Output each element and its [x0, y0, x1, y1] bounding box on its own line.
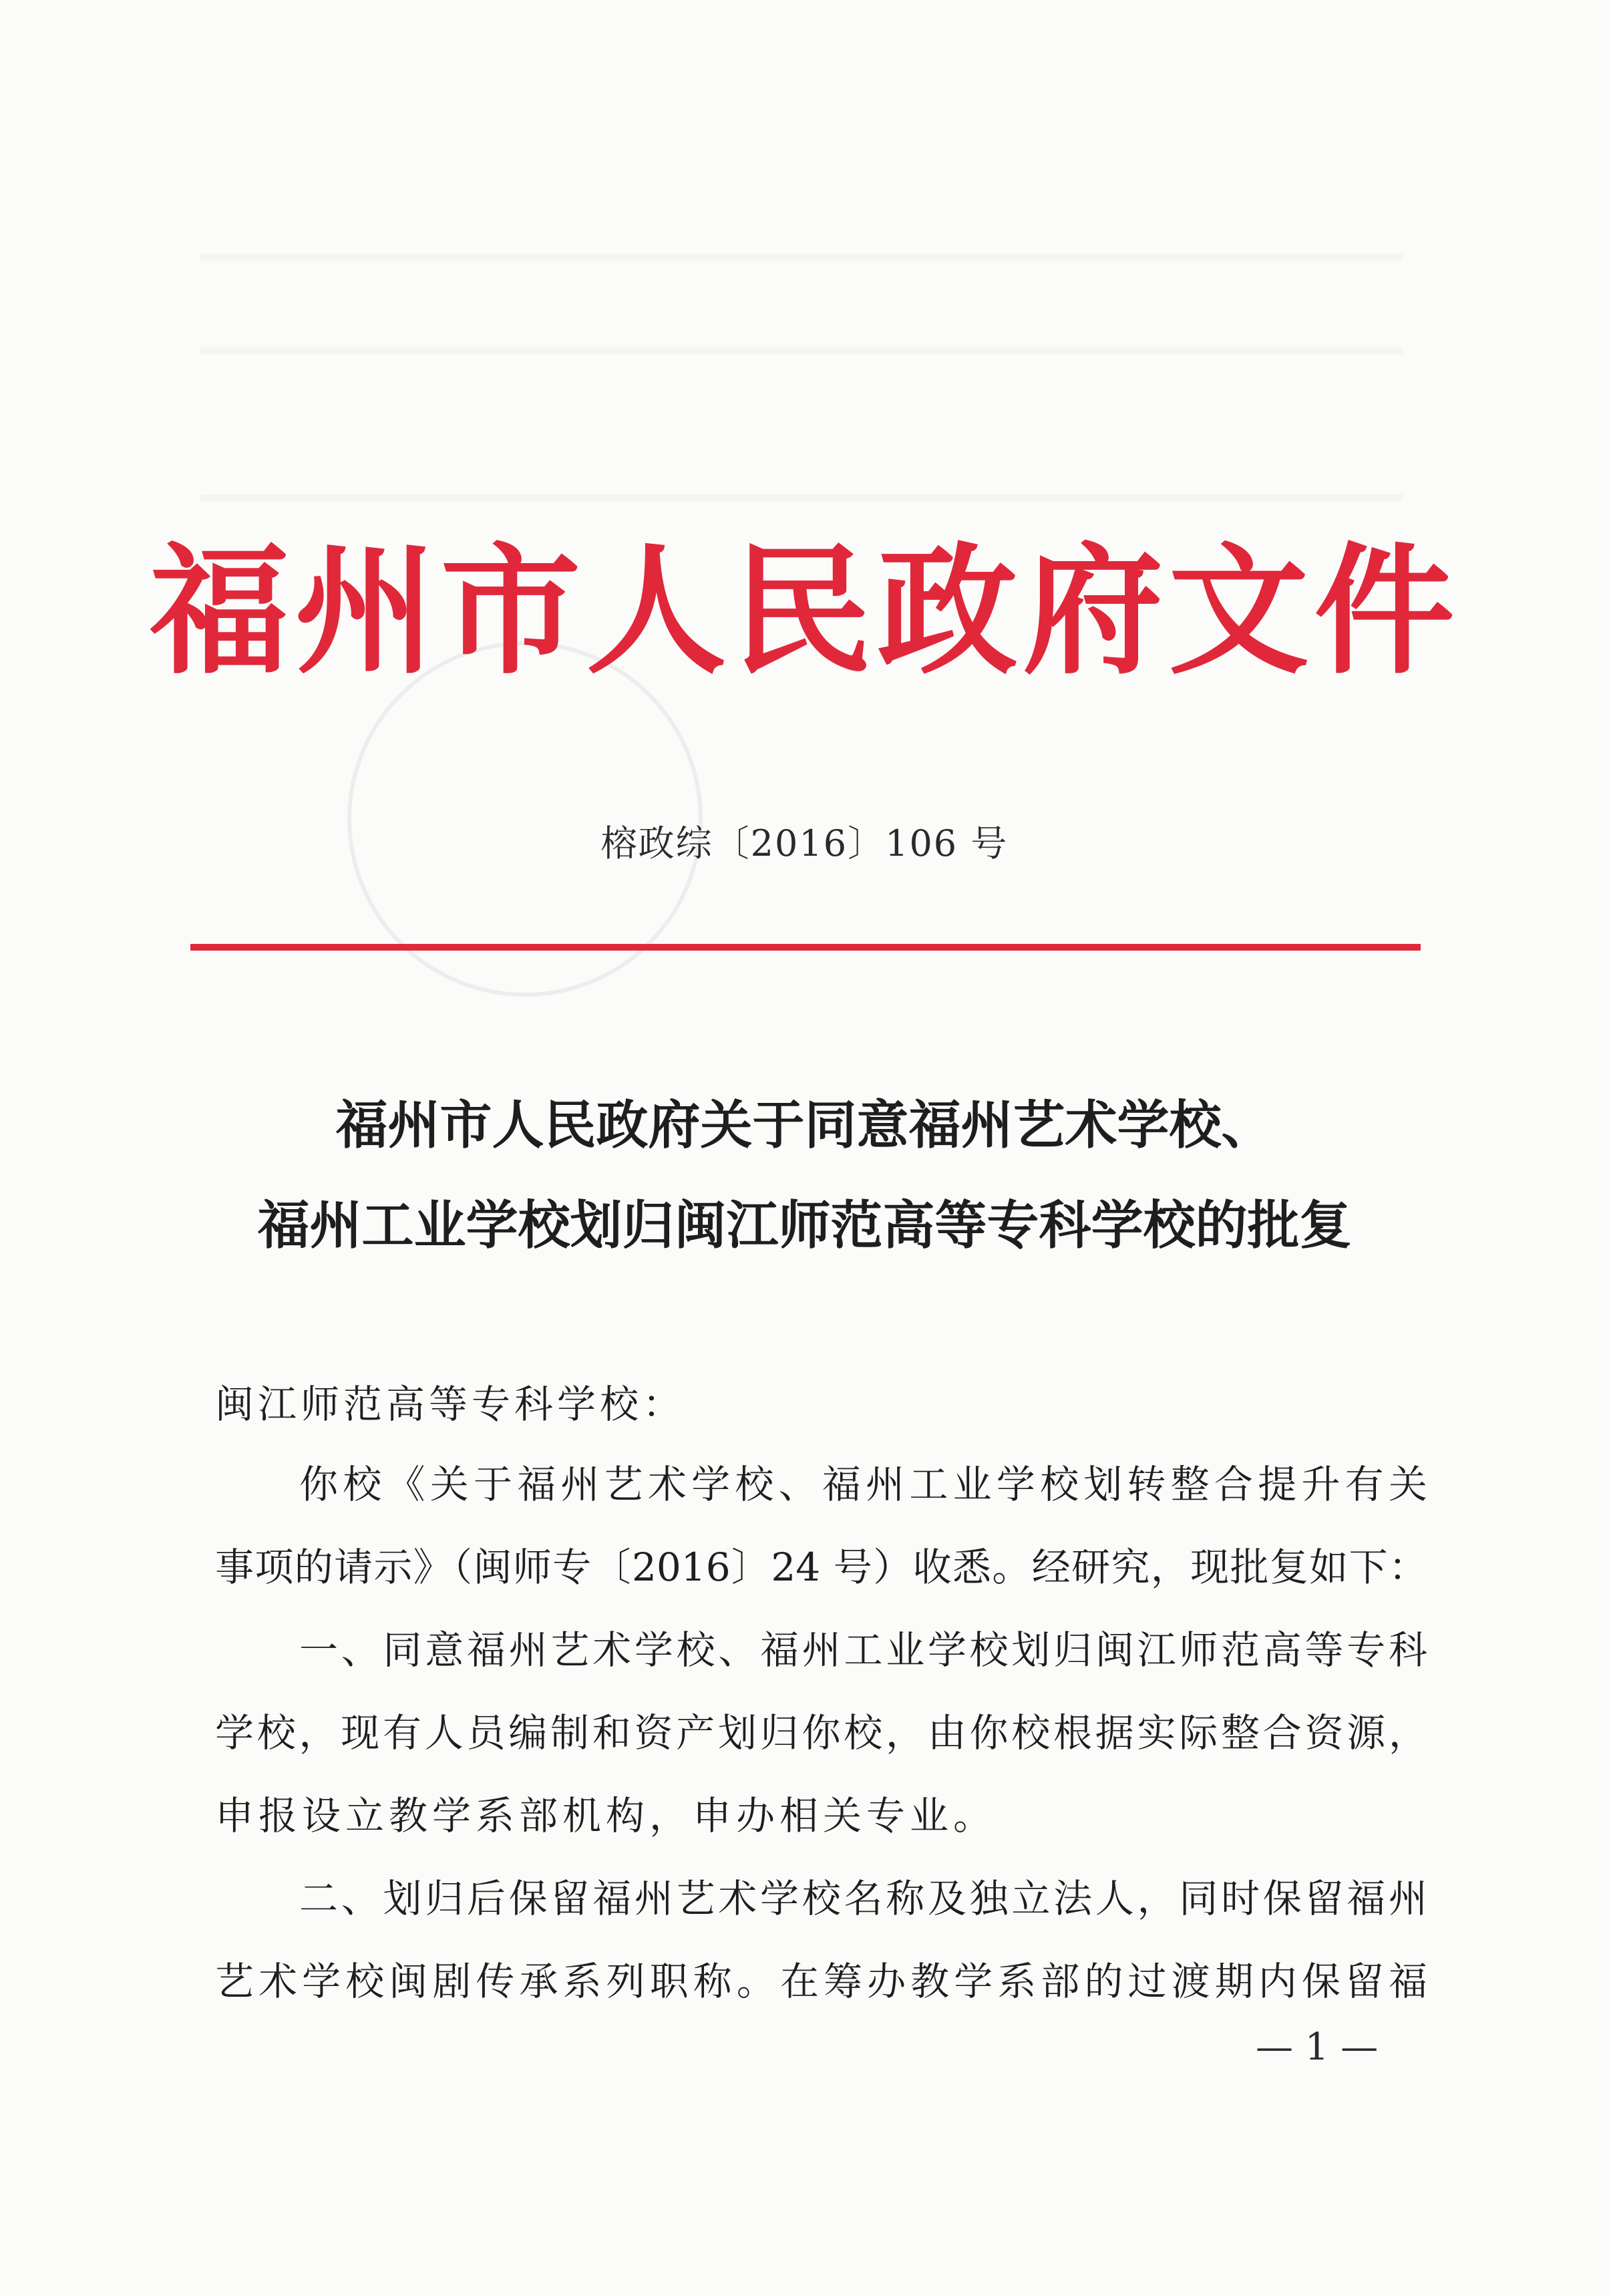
- document-header-title: 福州市人民政府文件: [149, 528, 1460, 693]
- bleed-through-line: [200, 254, 1403, 261]
- body-line: 学校，现有人员编制和资产划归你校，由你校根据实际整合资源，: [215, 1710, 1427, 1756]
- body-line: 一、同意福州艺术学校、福州工业学校划归闽江师范高等专科: [299, 1627, 1427, 1673]
- subject-line: 福州市人民政府关于同意福州艺术学校、: [335, 1095, 1274, 1156]
- document-subject: [0, 1076, 1609, 1276]
- addressee: 闽江师范高等专科学校：: [215, 1381, 686, 1427]
- bleed-through-line: [200, 494, 1403, 501]
- body-line: 艺术学校闽剧传承系列职称。在筹办教学系部的过渡期内保留福: [215, 1959, 1427, 2004]
- body-line: 你校《关于福州艺术学校、福州工业学校划转整合提升有关: [299, 1462, 1427, 1507]
- body-line: 二、划归后保留福州艺术学校名称及独立法人，同时保留福州: [299, 1876, 1427, 1921]
- bleed-through-line: [200, 347, 1403, 354]
- subject-line: 福州工业学校划归闽江师范高等专科学校的批复: [257, 1195, 1352, 1256]
- page-number: — 1 —: [1256, 2025, 1379, 2069]
- red-divider-line: [190, 944, 1421, 951]
- body-line: 申报设立教学系部机构，申办相关专业。: [215, 1793, 997, 1838]
- body-line: 事项的请示》（闽师专〔2016〕24 号）收悉。经研究，现批复如下：: [215, 1544, 1427, 1590]
- document-number: 榕政综〔2016〕106 号: [600, 822, 1009, 864]
